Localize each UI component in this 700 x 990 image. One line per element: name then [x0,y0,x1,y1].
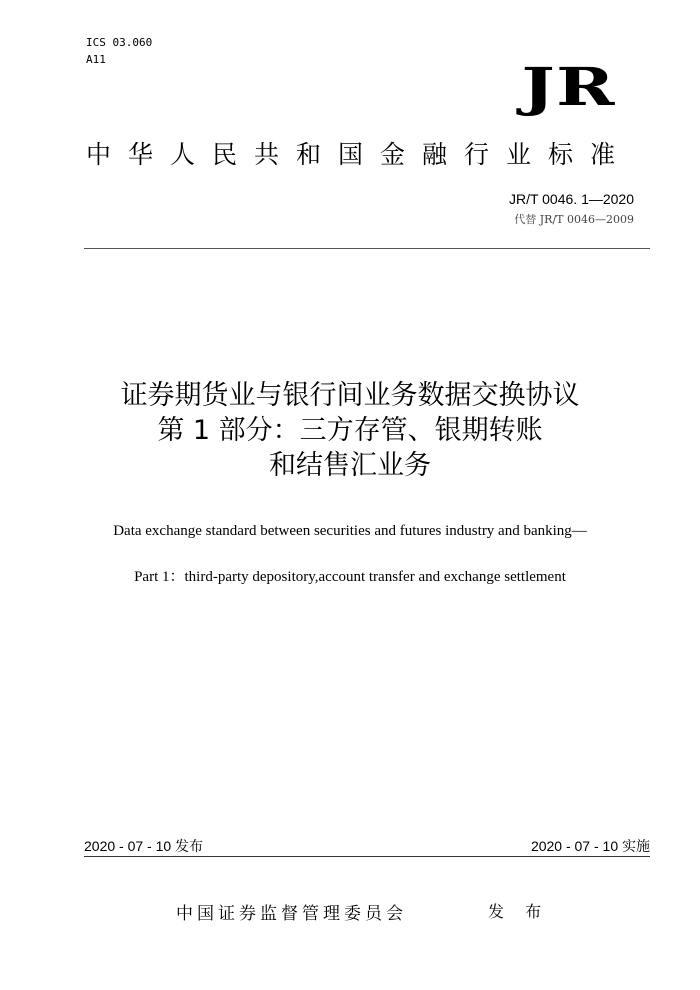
standard-number: JR/T 0046. 1—2020 [508,191,634,207]
classification-codes [86,34,152,68]
issuing-authority: 中国证券监督管理委员会 [176,904,407,924]
jr-logo: JR [521,57,616,118]
publish-date: 2020 - 07 - 10 发布 [84,838,204,854]
top-divider [84,248,650,249]
effective-date: 2020 - 07 - 10 实施 [530,838,650,854]
english-title-line-1: Data exchange standard between securities and futures industry and banking— [113,523,587,539]
standard-header-title: 中华人民共和国金融行业标准 [86,140,633,169]
ics-code: ICS 03.060 [86,36,153,49]
english-title-line-2: Part 1：third-party depository,account transfer and exchange settlement [134,569,566,585]
chinese-title-line-1: 证券期货业与银行间业务数据交换协议 [120,380,580,411]
chinese-title [60,378,640,483]
chinese-title-line-2: 第 1 部分：三方存管、银期转账 [157,415,543,446]
replaces-standard: 代替 JR/T 0046—2009 [514,213,634,226]
issue-label: 发 布 [488,902,550,921]
category-code: A11 [86,53,106,66]
bottom-divider [84,856,650,857]
chinese-title-line-3: 和结售汇业务 [269,450,431,481]
